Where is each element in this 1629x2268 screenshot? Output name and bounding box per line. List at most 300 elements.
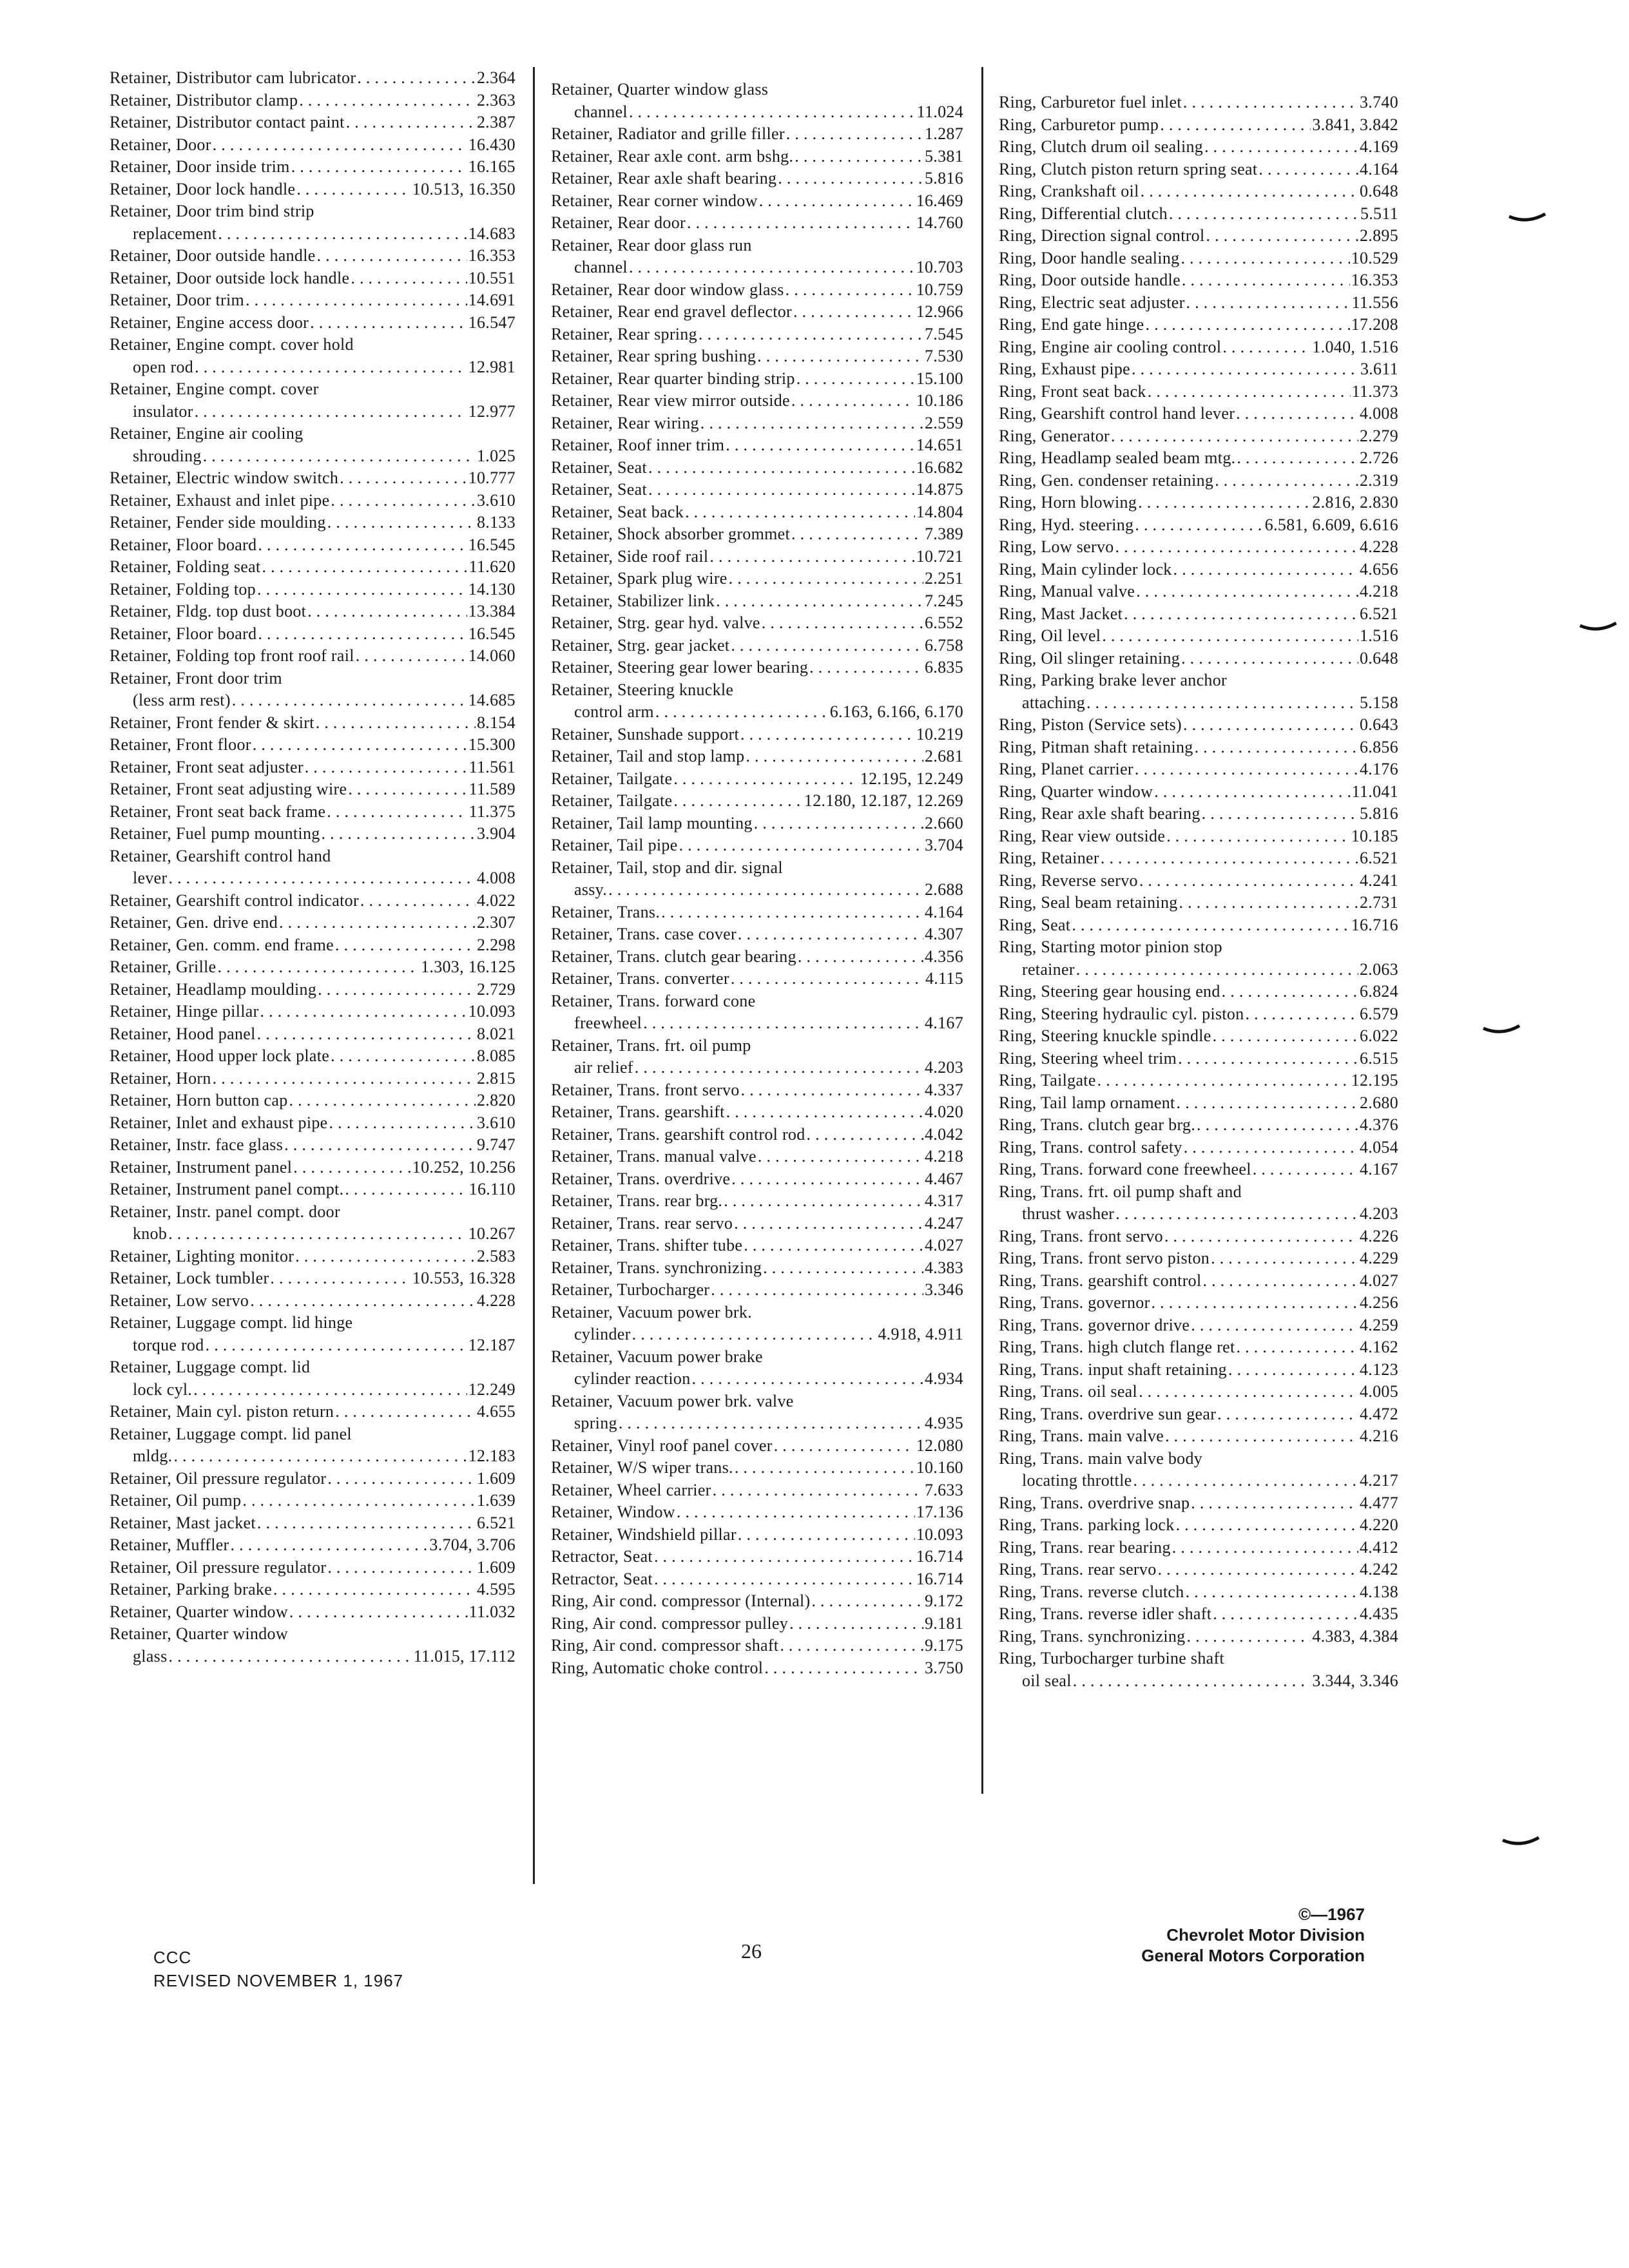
- dot-leader: [796, 368, 915, 390]
- entry-page-ref: 2.681: [925, 747, 963, 765]
- dot-leader: [346, 111, 476, 134]
- entry-page-ref: 2.279: [1360, 426, 1398, 445]
- index-entry: [999, 114, 1398, 137]
- dot-leader: [1181, 247, 1349, 270]
- entry-label: Ring, Air cond. compressor pulley: [551, 1613, 789, 1633]
- dot-leader: [780, 1635, 923, 1657]
- entry-label: Ring, Planet carrier: [999, 760, 1133, 778]
- index-entry: [999, 1092, 1398, 1115]
- index-entry: [999, 1403, 1398, 1426]
- entry-page-ref: 10.160: [916, 1458, 963, 1477]
- entry-label: Retainer, Instrument panel: [110, 1157, 293, 1177]
- entry-label: Retainer, Seat: [551, 457, 647, 477]
- footer-revised-date: REVISED NOVEMBER 1, 1967: [153, 1971, 404, 1990]
- dot-leader: [654, 1546, 915, 1568]
- entry-label: Retainer, Luggage compt. lid hinge: [110, 1313, 353, 1332]
- entry-label: Ring, Automatic choke control: [551, 1658, 764, 1677]
- entry-page-ref: 5.816: [1360, 804, 1398, 823]
- index-entry: [551, 1035, 963, 1079]
- index-entry: [551, 1479, 963, 1502]
- index-entry: [110, 1623, 516, 1667]
- index-entry: [551, 745, 963, 768]
- entry-page-ref: 11.373: [1351, 381, 1398, 401]
- dot-leader: [774, 1435, 915, 1457]
- page-number: 26: [741, 1939, 762, 1963]
- entry-page-ref: 16.714: [916, 1547, 963, 1566]
- entry-page-ref: 14.875: [916, 480, 963, 499]
- entry-page-ref: 10.551: [468, 268, 516, 287]
- dot-leader: [258, 534, 467, 557]
- entry-page-ref: 6.552: [925, 613, 963, 632]
- entry-page-ref: 14.760: [916, 213, 963, 232]
- index-entry: [551, 990, 963, 1035]
- dot-leader: [724, 1190, 923, 1213]
- index-entry: [551, 968, 963, 990]
- entry-label: Retainer, Fldg. top dust boot: [110, 602, 307, 620]
- entry-label: Retainer, Trans. gearshift control rod: [551, 1124, 805, 1144]
- dot-leader: [791, 523, 923, 546]
- index-entry: [110, 134, 516, 157]
- entry-page-ref: 3.704: [925, 836, 963, 854]
- index-entry: [999, 981, 1398, 1003]
- copyright-year: ©—1967: [1298, 1905, 1365, 1924]
- index-entry: [551, 412, 963, 435]
- index-entry: [110, 845, 516, 890]
- index-entry: [999, 91, 1398, 114]
- index-entry: [551, 834, 963, 857]
- dot-leader: [692, 1368, 923, 1390]
- entry-page-ref: 11.620: [468, 557, 516, 576]
- entry-label: Retainer, Tail, stop and dir. signal: [551, 858, 783, 877]
- dot-leader: [738, 923, 923, 946]
- dot-leader: [1102, 625, 1358, 648]
- entry-page-ref: 10.721: [916, 546, 963, 566]
- index-entry: [999, 559, 1398, 581]
- dot-leader: [709, 546, 914, 568]
- index-entry: [551, 1279, 963, 1302]
- entry-page-ref: 4.307: [925, 925, 963, 943]
- entry-label: Retainer, Trans. front servo: [551, 1080, 740, 1099]
- entry-page-ref: 12.183: [468, 1446, 516, 1465]
- entry-label: Ring, Air cond. compressor shaft: [551, 1636, 779, 1655]
- entry-page-ref: 12.195, 12.249: [860, 769, 963, 788]
- dot-leader: [1222, 336, 1311, 359]
- index-entry: [999, 1137, 1398, 1159]
- entry-label: Ring, Clutch drum oil sealing: [999, 137, 1204, 156]
- dot-leader: [1073, 1670, 1311, 1693]
- entry-label: Retainer, Quarter window glass: [551, 80, 769, 99]
- entry-label-continuation: mldg.: [133, 1446, 173, 1465]
- entry-label: Retainer, Trans. clutch gear bearing: [551, 947, 796, 966]
- index-entry: [999, 314, 1398, 336]
- entry-page-ref: 1.287: [925, 124, 963, 143]
- entry-label: Retainer, Rear door window glass: [551, 280, 784, 299]
- entry-page-ref: 16.353: [1351, 271, 1398, 289]
- entry-page-ref: 9.172: [925, 1591, 963, 1610]
- entry-label: Retainer, Folding top: [110, 579, 256, 599]
- dot-leader: [608, 879, 923, 901]
- entry-page-ref: 9.747: [477, 1135, 516, 1154]
- index-entry: [110, 512, 516, 534]
- dot-leader: [1191, 1314, 1358, 1337]
- entry-label: Retainer, Tailgate: [551, 791, 673, 810]
- entry-page-ref: 6.163, 6.166, 6.170: [829, 702, 963, 721]
- index-entry: [110, 1201, 516, 1245]
- index-entry: [551, 190, 963, 213]
- entry-page-ref: 0.648: [1360, 648, 1398, 668]
- entry-label: Retainer, Door outside lock handle: [110, 268, 350, 287]
- dot-leader: [1246, 1003, 1358, 1026]
- entry-label: Retainer, Front seat adjusting wire: [110, 780, 347, 798]
- index-entry: [551, 479, 963, 501]
- entry-page-ref: 4.138: [1360, 1582, 1398, 1601]
- entry-page-ref: 2.895: [1360, 226, 1398, 245]
- entry-page-ref: 4.595: [477, 1580, 516, 1599]
- dot-leader: [1165, 1425, 1358, 1448]
- dot-leader: [253, 734, 467, 756]
- dot-leader: [726, 1101, 923, 1124]
- index-entry: [999, 1537, 1398, 1559]
- dot-leader: [217, 956, 419, 979]
- dot-leader: [1076, 959, 1358, 981]
- entry-label: Ring, Carburetor fuel inlet: [999, 93, 1182, 111]
- entry-page-ref: 12.195: [1351, 1071, 1398, 1090]
- entry-label: Ring, Seat: [999, 915, 1071, 934]
- entry-label: Retainer, Roof inner trim: [551, 436, 725, 454]
- entry-label: Retainer, Rear axle cont. arm bshg.: [551, 146, 794, 166]
- entry-label: Ring, Starting motor pinion stop: [999, 937, 1222, 956]
- entry-page-ref: 6.581, 6.609, 6.616: [1264, 515, 1398, 534]
- index-entry: [551, 946, 963, 968]
- dot-leader: [1177, 1092, 1358, 1115]
- entry-page-ref: 2.726: [1360, 448, 1398, 467]
- entry-label: Retainer, Hood panel: [110, 1024, 256, 1043]
- entry-page-ref: 12.981: [468, 357, 516, 376]
- dot-leader: [1173, 559, 1358, 581]
- entry-page-ref: 6.824: [1360, 982, 1398, 1001]
- entry-page-ref: 4.242: [1360, 1560, 1398, 1579]
- entry-label-continuation: oil seal: [1022, 1671, 1072, 1690]
- entry-page-ref: 4.256: [1360, 1293, 1398, 1312]
- entry-label: Ring, Gen. condenser retaining: [999, 470, 1214, 490]
- entry-label: Ring, Steering hydraulic cyl. piston: [999, 1004, 1244, 1023]
- dot-leader: [643, 1012, 923, 1035]
- entry-page-ref: 8.085: [477, 1046, 516, 1065]
- entry-label: Ring, Gearshift control hand lever: [999, 404, 1235, 423]
- entry-label: Ring, Oil level: [999, 626, 1101, 645]
- entry-page-ref: 4.918, 4.911: [878, 1325, 963, 1343]
- entry-page-ref: 4.228: [477, 1291, 516, 1310]
- index-entry: [999, 336, 1398, 359]
- entry-page-ref: 11.589: [468, 780, 516, 798]
- entry-page-ref: 16.545: [468, 624, 516, 643]
- dot-leader: [335, 934, 476, 957]
- dot-leader: [1133, 1470, 1358, 1492]
- index-entry: [551, 657, 963, 679]
- entry-page-ref: 12.080: [916, 1436, 963, 1455]
- dot-leader: [1181, 648, 1358, 670]
- index-column-3: [999, 91, 1398, 1692]
- entry-label: Retainer, Hood upper lock plate: [110, 1046, 330, 1065]
- index-entry: [551, 368, 963, 390]
- dot-leader: [791, 390, 915, 412]
- entry-page-ref: 5.381: [925, 146, 963, 166]
- index-entry: [999, 1603, 1398, 1626]
- copyright-block: [1141, 1904, 1365, 1966]
- entry-label: Ring, Manual valve: [999, 582, 1135, 601]
- index-entry: [551, 1079, 963, 1102]
- index-entry: [110, 623, 516, 646]
- index-entry: [551, 1635, 963, 1657]
- dot-leader: [195, 401, 467, 423]
- index-entry: [999, 1225, 1398, 1248]
- dot-leader: [629, 256, 915, 279]
- entry-label: Retainer, Door lock handle: [110, 179, 296, 198]
- index-entry: [110, 1557, 516, 1579]
- dot-leader: [231, 1534, 429, 1557]
- entry-page-ref: 14.683: [468, 224, 516, 243]
- dot-leader: [1183, 714, 1358, 736]
- entry-page-ref: 12.977: [468, 401, 516, 421]
- copyright-corporation: General Motors Corporation: [1141, 1946, 1365, 1965]
- entry-page-ref: 16.547: [468, 312, 516, 332]
- entry-page-ref: 2.820: [477, 1091, 516, 1110]
- index-entry: [999, 1448, 1398, 1492]
- entry-label: Ring, Headlamp sealed beam mtg.: [999, 448, 1236, 467]
- entry-page-ref: 1.303, 16.125: [421, 957, 516, 976]
- dot-leader: [677, 1501, 915, 1524]
- entry-page-ref: 6.521: [1360, 604, 1398, 623]
- dot-leader: [655, 701, 829, 724]
- dot-leader: [327, 801, 467, 823]
- entry-label: Retainer, Mast jacket: [110, 1513, 256, 1532]
- dot-leader: [1203, 1270, 1359, 1293]
- dot-leader: [1139, 1381, 1358, 1403]
- entry-page-ref: 7.389: [925, 524, 963, 543]
- index-entry: [551, 279, 963, 302]
- entry-page-ref: 3.740: [1360, 93, 1398, 111]
- entry-label: Ring, Trans. reverse clutch: [999, 1582, 1184, 1601]
- entry-label-continuation: shrouding: [133, 446, 202, 465]
- index-entry: [551, 923, 963, 946]
- entry-page-ref: 14.130: [468, 579, 516, 599]
- dot-leader: [778, 168, 923, 190]
- entry-label: Ring, Crankshaft oil: [999, 182, 1139, 200]
- index-entry: [999, 1336, 1398, 1359]
- entry-page-ref: 10.553, 16.328: [412, 1269, 516, 1287]
- index-entry: [551, 590, 963, 613]
- entry-page-ref: 10.186: [916, 391, 963, 410]
- entry-label: Ring, Steering wheel trim: [999, 1048, 1177, 1068]
- entry-page-ref: 4.337: [925, 1080, 963, 1099]
- entry-page-ref: 6.579: [1360, 1004, 1398, 1023]
- index-entry: [110, 1312, 516, 1356]
- entry-page-ref: 4.203: [1360, 1204, 1398, 1223]
- dot-leader: [731, 635, 923, 657]
- entry-label: Retainer, Luggage compt. lid: [110, 1358, 311, 1376]
- index-entry: [551, 235, 963, 279]
- dot-leader: [293, 1157, 411, 1179]
- entry-page-ref: 12.187: [468, 1335, 516, 1354]
- entry-label: Retainer, Gearshift control hand: [110, 846, 331, 865]
- dot-leader: [1176, 1514, 1358, 1537]
- entry-label: Retainer, Trans. rear servo: [551, 1213, 733, 1233]
- index-entry: [551, 1657, 963, 1680]
- index-entry: [110, 1023, 516, 1046]
- entry-page-ref: 4.220: [1360, 1515, 1398, 1534]
- entry-label: Retainer, Inlet and exhaust pipe: [110, 1113, 328, 1132]
- entry-page-ref: 11.556: [1351, 293, 1398, 312]
- dot-leader: [786, 279, 915, 302]
- index-entry: [999, 1025, 1398, 1048]
- entry-page-ref: 1.025: [477, 446, 516, 465]
- entry-label: Retainer, Vinyl roof panel cover: [551, 1436, 773, 1455]
- index-entry: [551, 301, 963, 323]
- index-entry: [110, 1001, 516, 1023]
- entry-label: Ring, Pitman shaft retaining: [999, 737, 1193, 756]
- entry-label: Retainer, Window: [551, 1503, 675, 1521]
- entry-page-ref: 4.217: [1360, 1471, 1398, 1490]
- entry-label: Retainer, Oil pressure regulator: [110, 1468, 327, 1488]
- index-entry: [999, 1381, 1398, 1403]
- dot-leader: [307, 601, 467, 623]
- index-entry: [551, 612, 963, 635]
- copyright-division: Chevrolet Motor Division: [1166, 1925, 1365, 1945]
- index-entry: [110, 1157, 516, 1179]
- dot-leader: [327, 512, 476, 534]
- entry-label: Retainer, Front seat adjuster: [110, 757, 304, 776]
- dot-leader: [345, 1178, 467, 1201]
- entry-label: Retainer, Oil pump: [110, 1491, 242, 1510]
- index-entry: [999, 470, 1398, 492]
- entry-label: Ring, Quarter window: [999, 782, 1153, 801]
- dot-leader: [648, 479, 915, 501]
- dot-leader: [273, 1579, 476, 1601]
- index-entry: [110, 67, 516, 90]
- entry-label: Retainer, Stabilizer link: [551, 591, 715, 610]
- index-entry: [110, 90, 516, 112]
- index-entry: [110, 979, 516, 1001]
- dot-leader: [1191, 1492, 1358, 1515]
- index-entry: [551, 1146, 963, 1168]
- entry-page-ref: 2.559: [925, 413, 963, 432]
- dot-leader: [793, 301, 915, 323]
- entry-page-ref: 5.816: [925, 169, 963, 187]
- entry-page-ref: 4.218: [1360, 582, 1398, 601]
- entry-label-continuation: attaching: [1022, 693, 1085, 712]
- entry-label: Ring, Retainer: [999, 849, 1099, 867]
- dot-leader: [1086, 692, 1358, 715]
- dot-leader: [1204, 136, 1358, 159]
- entry-label: Retainer, Tail and stop lamp: [551, 747, 745, 765]
- dot-leader: [299, 90, 476, 112]
- entry-label: Ring, Horn blowing: [999, 493, 1137, 512]
- entry-page-ref: 4.259: [1360, 1315, 1398, 1334]
- dot-leader: [327, 1557, 476, 1579]
- entry-label: Retainer, Rear corner window: [551, 191, 758, 210]
- entry-label: Retainer, Low servo: [110, 1291, 249, 1310]
- index-entry: [110, 712, 516, 735]
- dot-leader: [789, 1613, 923, 1635]
- entry-label: Retainer, Windshield pillar: [551, 1524, 737, 1544]
- entry-label: Retainer, Engine access door: [110, 312, 309, 332]
- entry-label: Retainer, Front seat back frame: [110, 802, 326, 821]
- entry-label: Retainer, Lighting monitor: [110, 1246, 294, 1265]
- index-entry: [999, 803, 1398, 825]
- entry-label: Retainer, Trans. rear brg.: [551, 1191, 723, 1210]
- dot-leader: [811, 1590, 923, 1613]
- entry-page-ref: 8.154: [477, 713, 516, 732]
- entry-label: Ring, Hyd. steering: [999, 515, 1134, 534]
- index-entry: [999, 381, 1398, 403]
- index-entry: [110, 1090, 516, 1112]
- dot-leader: [317, 245, 467, 267]
- dot-leader: [1097, 1070, 1350, 1092]
- entry-page-ref: 2.816, 2.830: [1312, 493, 1398, 512]
- index-entry: [999, 1581, 1398, 1604]
- dot-leader: [305, 756, 468, 779]
- index-entry: [551, 523, 963, 546]
- index-entry: [999, 403, 1398, 425]
- dot-leader: [1258, 159, 1358, 181]
- dot-leader: [1178, 1048, 1358, 1070]
- dot-leader: [291, 156, 467, 178]
- entry-label: Ring, Trans. high clutch flange ret: [999, 1338, 1235, 1356]
- entry-page-ref: 1.040, 1.516: [1312, 337, 1398, 356]
- entry-page-ref: 0.648: [1360, 182, 1398, 200]
- dot-leader: [798, 946, 923, 968]
- entry-page-ref: 4.477: [1360, 1493, 1398, 1512]
- index-entry: [999, 1359, 1398, 1381]
- entry-label: Retainer, Instr. panel compt. door: [110, 1202, 340, 1221]
- binding-mark-4: [1501, 1836, 1540, 1849]
- dot-leader: [1154, 781, 1350, 803]
- entry-label: Retainer, Folding seat: [110, 557, 261, 576]
- index-entry: [999, 1158, 1398, 1181]
- column-divider-2: [981, 67, 983, 1794]
- index-entry: [551, 1213, 963, 1235]
- entry-label-continuation: cylinder reaction: [574, 1369, 691, 1388]
- entry-label: Ring, Trans. synchronizing: [999, 1626, 1186, 1646]
- entry-label: Retainer, Trans. shifter tube: [551, 1236, 743, 1254]
- entry-page-ref: 4.167: [925, 1014, 963, 1032]
- dot-leader: [673, 768, 858, 791]
- entry-page-ref: 17.136: [916, 1503, 963, 1521]
- dot-leader: [679, 834, 923, 857]
- dot-leader: [218, 223, 467, 245]
- dot-leader: [1135, 758, 1358, 781]
- index-column-2: [551, 79, 963, 1679]
- entry-label: Ring, Trans. rear bearing: [999, 1537, 1171, 1557]
- dot-leader: [289, 1601, 468, 1624]
- index-entry: [551, 345, 963, 368]
- dot-leader: [327, 1468, 476, 1490]
- dot-leader: [193, 1379, 467, 1401]
- index-entry: [110, 1490, 516, 1512]
- entry-label: Retainer, Door outside handle: [110, 246, 316, 265]
- entry-page-ref: 4.164: [1360, 159, 1398, 178]
- dot-leader: [687, 212, 915, 235]
- dot-leader: [168, 867, 476, 890]
- index-entry: [110, 111, 516, 134]
- dot-leader: [713, 1479, 923, 1502]
- entry-page-ref: 2.688: [925, 880, 963, 899]
- index-entry: [110, 156, 516, 178]
- entry-page-ref: 7.633: [925, 1480, 963, 1499]
- entry-label: Retainer, Horn button cap: [110, 1091, 288, 1110]
- entry-label: Retractor, Seat: [551, 1569, 653, 1588]
- entry-page-ref: 4.935: [925, 1414, 963, 1432]
